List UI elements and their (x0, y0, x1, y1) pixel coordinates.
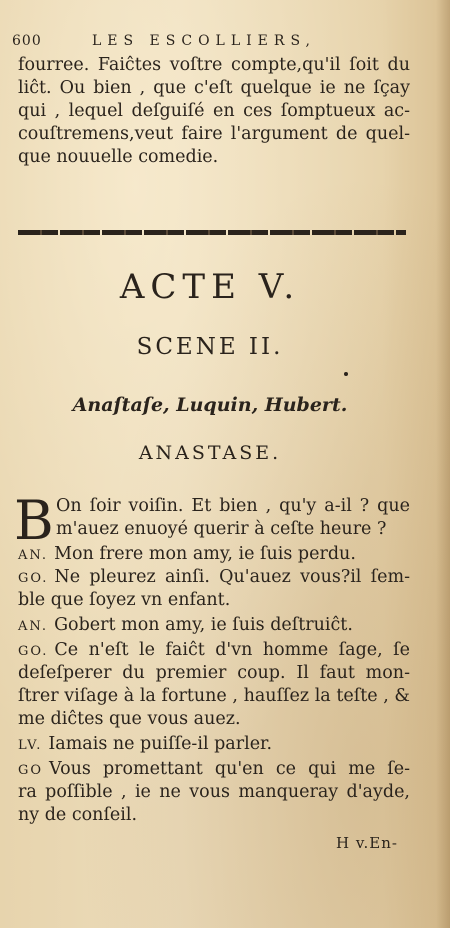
dialogue-line: m'auez enuoyé querir à ceſte heure ? (56, 519, 387, 539)
dialogue-line: GO. Ne pleurez ainſi. Qu'auez vous?il ſem- (18, 567, 410, 587)
speaker-abbrev: GO. (18, 571, 49, 586)
ornamental-rule (18, 230, 406, 235)
text-line: fourree. Faiĉtes voſtre compte,qu'il ſoit du (18, 55, 410, 75)
speaker-heading: ANASTASE. (138, 442, 282, 464)
text-line: que nouuelle comedie. (18, 147, 219, 167)
speaker-abbrev: GO. (18, 644, 49, 659)
scene-title: SCENE II. (136, 334, 284, 360)
page-number: 600 (12, 33, 42, 49)
dialogue-line: On ſoir voiſin. Et bien , qu'y a-il ? que (56, 496, 410, 516)
dialogue-line: GO. Ce n'eſt le faiĉt d'vn homme ſage, ſe (18, 640, 410, 660)
running-header (12, 33, 438, 53)
text-line: couſtremens,veut faire l'argument de quel- (18, 124, 410, 144)
dialogue-line: ſtrer viſage à la fortune , hauſſez la teſte , & (18, 686, 410, 706)
dialogue-line: ra poſſible , ie ne vous manqueray d'ayde, (18, 782, 410, 802)
dialogue-line: GO Vous promettant qu'en ce qui me ſe- (18, 759, 410, 779)
speaker-abbrev: GO (18, 763, 44, 778)
act-title: ACTE V. (119, 267, 301, 307)
catchword: H v.En- (336, 834, 398, 852)
speaker-abbrev: LV. (18, 738, 43, 753)
speaker-abbrev: AN. (18, 548, 49, 563)
dialogue-line: AN. Mon frere mon amy, ie ſuis perdu. (18, 544, 356, 564)
text-line: qui , lequel deſguiſé en ces ſomptueux ac- (18, 101, 410, 121)
dialogue-line: LV. Iamais ne puiſſe-il parler. (18, 734, 273, 754)
speaker-abbrev: AN. (18, 619, 49, 634)
dialogue-line: AN. Gobert mon amy, ie ſuis deſtruiĉt. (18, 615, 353, 635)
dialogue-line: ny de conſeil. (18, 805, 138, 825)
running-title: LES ESCOLLIERS, (92, 33, 316, 49)
dialogue-line: me diĉtes que vous auez. (18, 709, 241, 729)
drop-cap: B (14, 489, 54, 552)
text-line: liĉt. Ou bien , que c'eſt quelque ie ne ſçay (18, 78, 410, 98)
dialogue-line: ble que ſoyez vn enfant. (18, 590, 231, 610)
dialogue-line: deſeſperer du premier coup. Il faut mon- (18, 663, 410, 683)
page-edge-shadow (436, 0, 450, 928)
ink-dot (344, 372, 348, 376)
character-list: Anaſtaſe, Luquin, Hubert. (72, 394, 348, 416)
